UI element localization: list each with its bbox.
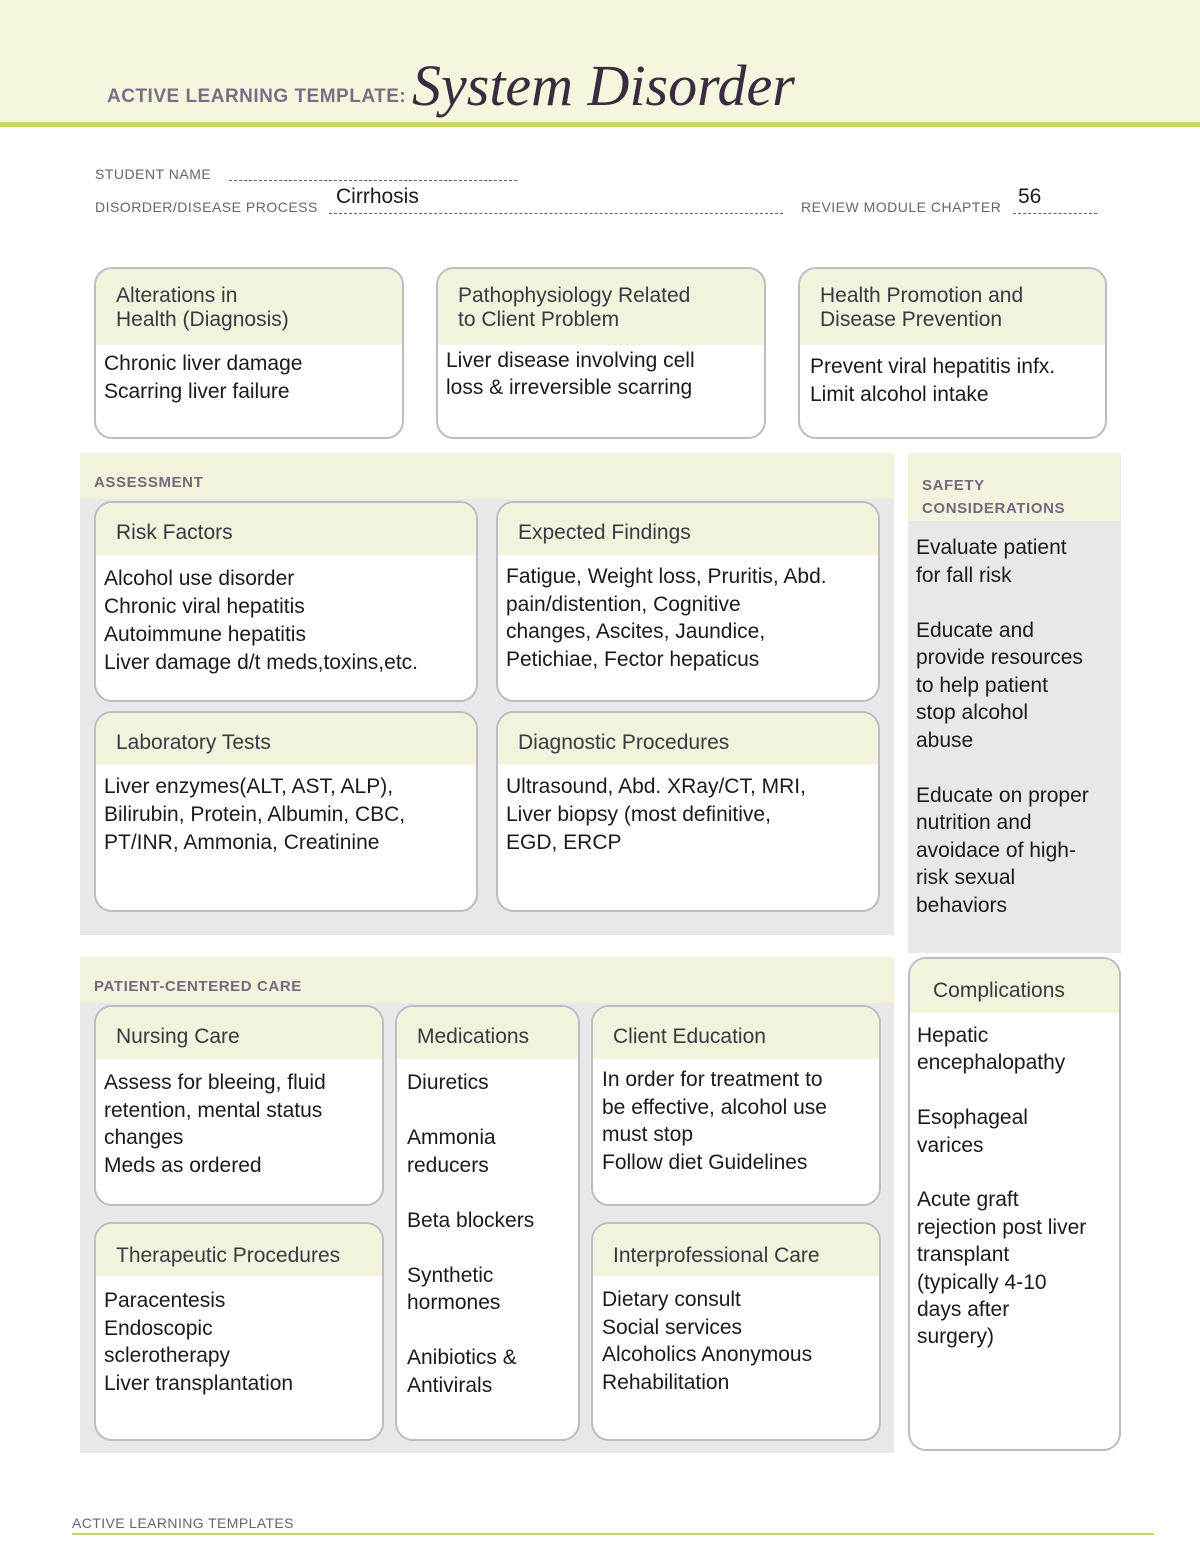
diagnostic-procedures-body[interactable]: Ultrasound, Abd. XRay/CT, MRI, Liver biopsy (most definitive, EGD, ERCP xyxy=(506,775,806,854)
chapter-label: REVIEW MODULE CHAPTER xyxy=(801,199,1002,215)
pathophysiology-box xyxy=(436,267,766,439)
medications-box xyxy=(395,1005,580,1441)
health-promotion-body[interactable]: Prevent viral hepatitis infx. Limit alcohol intake xyxy=(810,355,1056,406)
therapeutic-procedures-body[interactable]: Paracentesis Endoscopic sclerotherapy Liver transplantation xyxy=(104,1289,294,1395)
disorder-field[interactable] xyxy=(329,213,783,214)
safety-heading: SAFETY CONSIDERATIONS xyxy=(922,477,1066,517)
nursing-care-body[interactable]: Assess for bleeing, fluid retention, mental status changes Meds as ordered xyxy=(104,1071,326,1177)
disorder-value: Cirrhosis xyxy=(336,185,419,208)
medications-body[interactable]: Diuretics Ammonia reducers Beta blockers Synthetic hormones Anibiotics & Antivirals xyxy=(407,1071,535,1397)
client-education-title: Client Education xyxy=(593,1007,879,1059)
risk-factors-body[interactable]: Alcohol use disorder Chronic viral hepatitis Autoimmune hepatitis Liver damage d/t meds,toxins,etc. xyxy=(104,567,418,674)
chapter-field[interactable] xyxy=(1013,213,1097,214)
expected-findings-box xyxy=(496,501,880,702)
client-education-body[interactable]: In order for treatment to be effective, alcohol use must stop Follow diet Guidelines xyxy=(602,1068,827,1174)
assessment-heading: ASSESSMENT xyxy=(94,474,204,491)
disorder-label: DISORDER/DISEASE PROCESS xyxy=(95,199,318,215)
expected-findings-title: Expected Findings xyxy=(498,503,878,555)
health-promotion-box xyxy=(798,267,1107,439)
client-education-box xyxy=(591,1005,881,1206)
nursing-care-title: Nursing Care xyxy=(96,1007,382,1059)
therapeutic-procedures-title: Therapeutic Procedures xyxy=(96,1224,382,1276)
diagnostic-procedures-title: Diagnostic Procedures xyxy=(498,713,878,765)
health-promotion-title: Health Promotion and Disease Prevention xyxy=(800,269,1105,345)
interprofessional-care-box xyxy=(591,1222,881,1441)
student-name-field[interactable] xyxy=(229,180,517,181)
complications-box xyxy=(908,957,1121,1451)
pathophysiology-title: Pathophysiology Related to Client Problem xyxy=(438,269,764,345)
therapeutic-procedures-box xyxy=(94,1222,384,1441)
alterations-box xyxy=(94,267,404,439)
risk-factors-title: Risk Factors xyxy=(96,503,476,555)
footer-label: ACTIVE LEARNING TEMPLATES xyxy=(72,1515,294,1531)
laboratory-tests-title: Laboratory Tests xyxy=(96,713,476,765)
medications-title: Medications xyxy=(397,1007,578,1059)
interprofessional-care-title: Interprofessional Care xyxy=(593,1224,879,1276)
interprofessional-care-body[interactable]: Dietary consult Social services Alcoholics Anonymous Rehabilitation xyxy=(602,1288,813,1394)
laboratory-tests-box xyxy=(94,711,478,912)
alterations-title: Alterations in Health (Diagnosis) xyxy=(96,269,402,345)
student-name-label: STUDENT NAME xyxy=(95,166,212,182)
complications-body[interactable]: Hepatic encephalopathy Esophageal varices Acute graft rejection post liver transplant (typically 4-10 days after surgery) xyxy=(917,1024,1087,1349)
patient-care-heading: PATIENT-CENTERED CARE xyxy=(94,978,302,995)
pathophysiology-body[interactable]: Liver disease involving cell loss & irreversible scarring xyxy=(446,349,695,399)
chapter-value: 56 xyxy=(1018,185,1042,208)
template-label: ACTIVE LEARNING TEMPLATE: xyxy=(107,86,407,107)
alterations-body[interactable]: Chronic liver damage Scarring liver failure xyxy=(104,352,303,403)
header-rule xyxy=(0,122,1200,127)
expected-findings-body[interactable]: Fatigue, Weight loss, Pruritis, Abd. pain/distention, Cognitive changes, Ascites, Jaundice, Petichiae, Fector hepaticus xyxy=(506,565,827,671)
complications-title: Complications xyxy=(910,959,1119,1013)
safety-body[interactable]: Evaluate patient for fall risk Educate and provide resources to help patient stop alcohol abuse Educate on proper nutrition and avoidace of high- risk sexual behaviors xyxy=(916,536,1089,917)
footer-rule xyxy=(72,1533,1154,1535)
diagnostic-procedures-box xyxy=(496,711,880,912)
page-title: System Disorder xyxy=(412,53,795,118)
risk-factors-box xyxy=(94,501,478,702)
laboratory-tests-body[interactable]: Liver enzymes(ALT, AST, ALP), Bilirubin, Protein, Albumin, CBC, PT/INR, Ammonia, Creatinine xyxy=(104,775,406,854)
nursing-care-box xyxy=(94,1005,384,1206)
